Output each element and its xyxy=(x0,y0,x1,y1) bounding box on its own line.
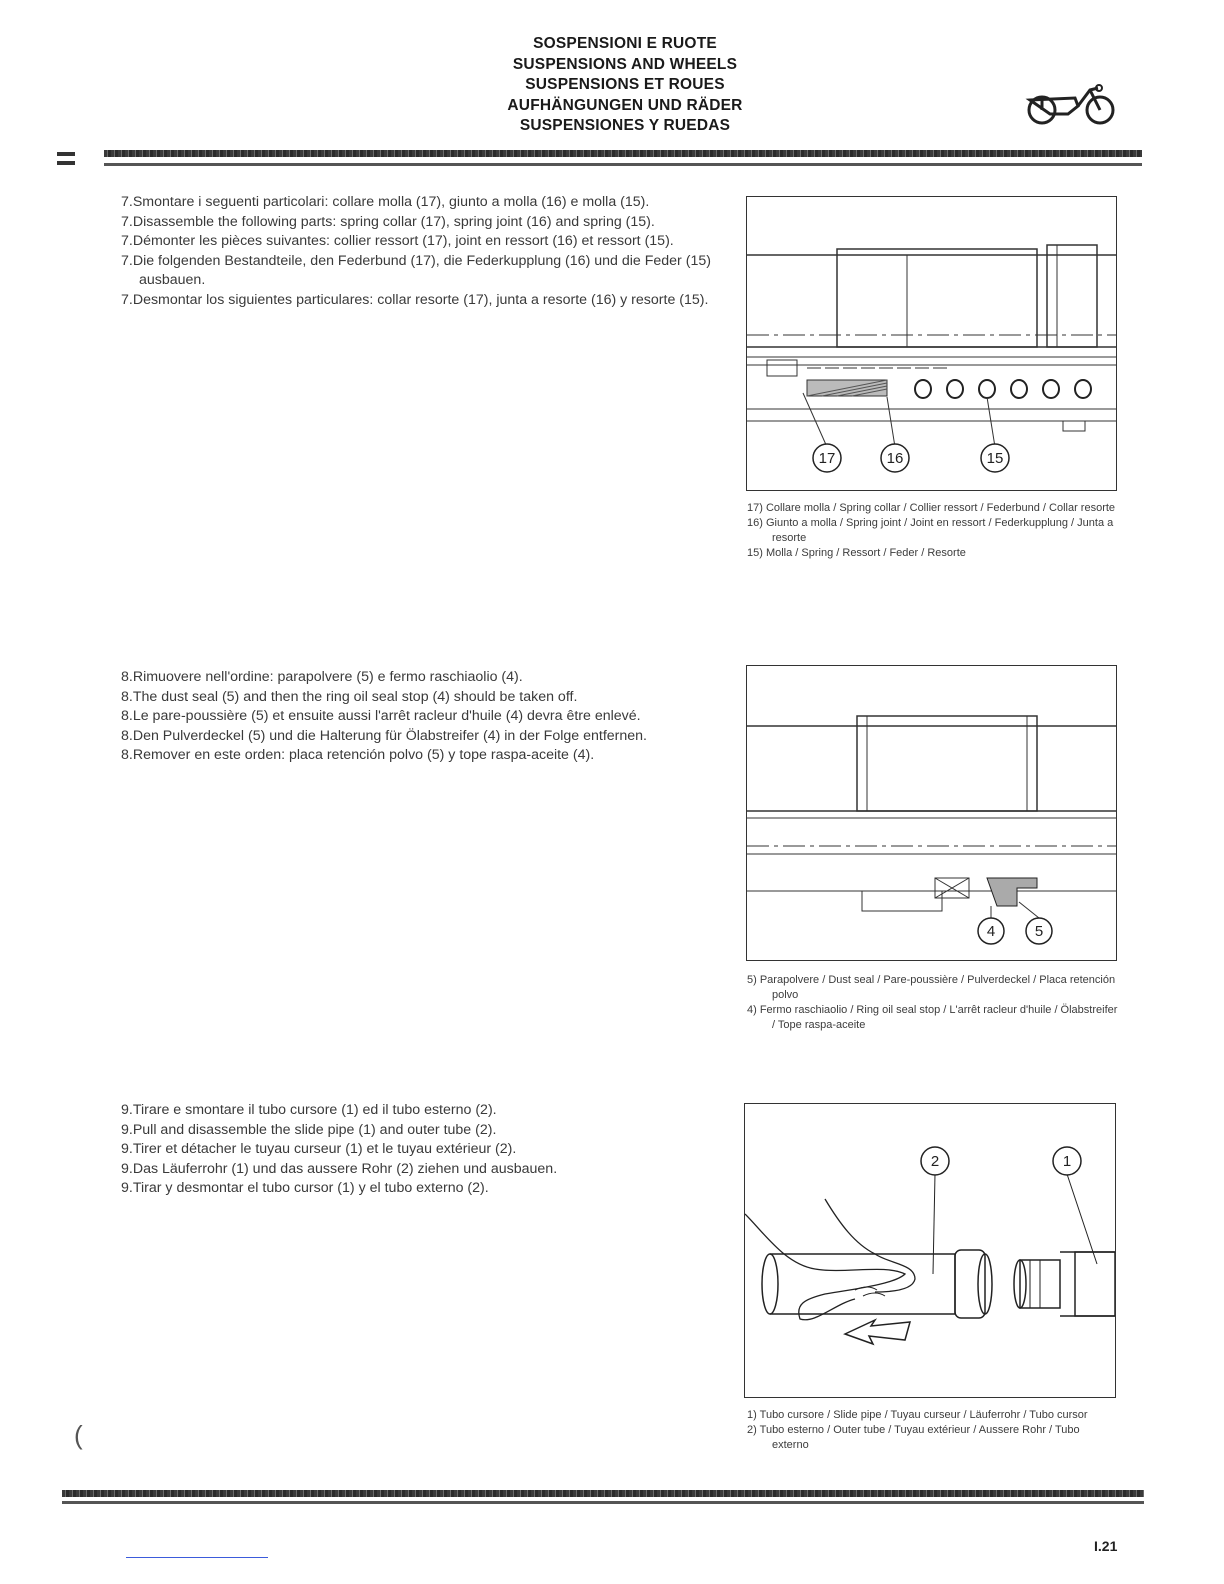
callout-16: 16 xyxy=(886,450,904,467)
step-7-line: 7.Démonter les pièces suivantes: collier ressort (17), joint en ressort (16) et ressort (15). xyxy=(121,233,674,250)
step-8-line: 8.The dust seal (5) and then the ring oil seal stop (4) should be taken off. xyxy=(121,688,578,705)
title-es: SUSPENSIONES Y RUEDAS xyxy=(519,117,731,134)
step-8-text xyxy=(121,668,721,766)
step-9-text xyxy=(121,1101,721,1199)
callout-4: 4 xyxy=(986,923,996,940)
header-rule-thin xyxy=(104,163,1142,166)
caption-line: 5) Parapolvere / Dust seal / Pare-poussière / Pulverdeckel / Placa retención polvo xyxy=(747,974,1116,1001)
figure-spring-assembly xyxy=(746,196,1117,491)
step-8-caption xyxy=(747,973,1119,1033)
step-9-line: 9.Tirer et détacher le tuyau curseur (1) et le tuyau extérieur (2). xyxy=(121,1141,517,1158)
title-de: AUFHÄNGUNGEN UND RÄDER xyxy=(507,96,743,114)
spring-assembly-drawing xyxy=(747,197,1116,490)
header-rule xyxy=(104,150,1142,157)
step-8-line: 8.Remover en este orden: placa retención polvo (5) y tope raspa-aceite (4). xyxy=(121,747,595,764)
step-8-line: 8.Rimuovere nell'ordine: parapolvere (5) e fermo raschiaolio (4). xyxy=(121,669,523,685)
footer-rule xyxy=(62,1490,1144,1497)
footer-link-line xyxy=(126,1557,268,1558)
callout-5: 5 xyxy=(1034,923,1044,940)
caption-line: 1) Tubo cursore / Slide pipe / Tuyau curseur / Läuferrohr / Tubo cursor xyxy=(747,1409,1088,1421)
page-number: I.21 xyxy=(1094,1538,1118,1554)
step-7-line: 7.Smontare i seguenti particolari: collare molla (17), giunto a molla (16) e molla (15). xyxy=(121,194,650,210)
margin-marker xyxy=(57,152,75,156)
caption-line: 2) Tubo esterno / Outer tube / Tuyau extérieur / Aussere Rohr / Tubo externo xyxy=(747,1424,1080,1451)
step-9-line: 9.Das Läuferrohr (1) und das aussere Rohr (2) ziehen und ausbauen. xyxy=(121,1160,558,1177)
caption-line: 4) Fermo raschiaolio / Ring oil seal stop / L'arrêt racleur d'huile / Ölabstreifer / Tope raspa-aceite xyxy=(747,1004,1118,1031)
step-9-line: 9.Tirare e smontare il tubo cursore (1) ed il tubo esterno (2). xyxy=(121,1102,497,1118)
title-fr: SUSPENSIONS ET ROUES xyxy=(525,76,725,93)
callout-2: 2 xyxy=(930,1153,940,1170)
step-9-caption xyxy=(747,1408,1119,1453)
title-en: SUSPENSIONS AND WHEELS xyxy=(512,55,738,73)
motorcycle-icon xyxy=(1020,80,1120,128)
title-it: SOSPENSIONI E RUOTE xyxy=(533,35,717,52)
dust-seal-drawing xyxy=(747,666,1116,960)
step-7-line: 7.Desmontar los siguientes particulares: collar resorte (17), junta a resorte (16) y resorte (15). xyxy=(121,291,709,308)
tube-removal-drawing xyxy=(745,1104,1115,1397)
step-9-line: 9.Tirar y desmontar el tubo cursor (1) y el tubo externo (2). xyxy=(121,1180,489,1197)
step-9-line: 9.Pull and disassemble the slide pipe (1) and outer tube (2). xyxy=(121,1121,497,1138)
margin-mark: ( xyxy=(74,1420,83,1450)
caption-line: 17) Collare molla / Spring collar / Collier ressort / Federbund / Collar resorte xyxy=(747,502,1116,514)
callout-17: 17 xyxy=(818,450,836,467)
figure-dust-seal xyxy=(746,665,1117,961)
step-7-text xyxy=(121,193,721,311)
figure-tube-removal xyxy=(744,1103,1116,1398)
step-8-line: 8.Den Pulverdeckel (5) und die Halterung für Ölabstreifer (4) in der Folge entfernen. xyxy=(121,727,647,744)
margin-marker xyxy=(57,161,75,165)
step-8-line: 8.Le pare-poussière (5) et ensuite aussi l'arrêt racleur d'huile (4) devra être enlevé. xyxy=(121,708,641,725)
step-7-caption xyxy=(747,501,1119,561)
step-7-line: 7.Die folgenden Bestandteile, den Federbund (17), die Federkupplung (16) und die Feder (15) ausbauen. xyxy=(121,252,711,289)
callout-15: 15 xyxy=(986,450,1004,467)
caption-line: 16) Giunto a molla / Spring joint / Joint en ressort / Federkupplung / Junta a resorte xyxy=(747,517,1114,544)
callout-1: 1 xyxy=(1062,1153,1072,1170)
caption-line: 15) Molla / Spring / Ressort / Feder / Resorte xyxy=(747,547,966,559)
footer-rule-thin xyxy=(62,1501,1144,1504)
step-7-line: 7.Disassemble the following parts: spring collar (17), spring joint (16) and spring (15). xyxy=(121,213,655,230)
